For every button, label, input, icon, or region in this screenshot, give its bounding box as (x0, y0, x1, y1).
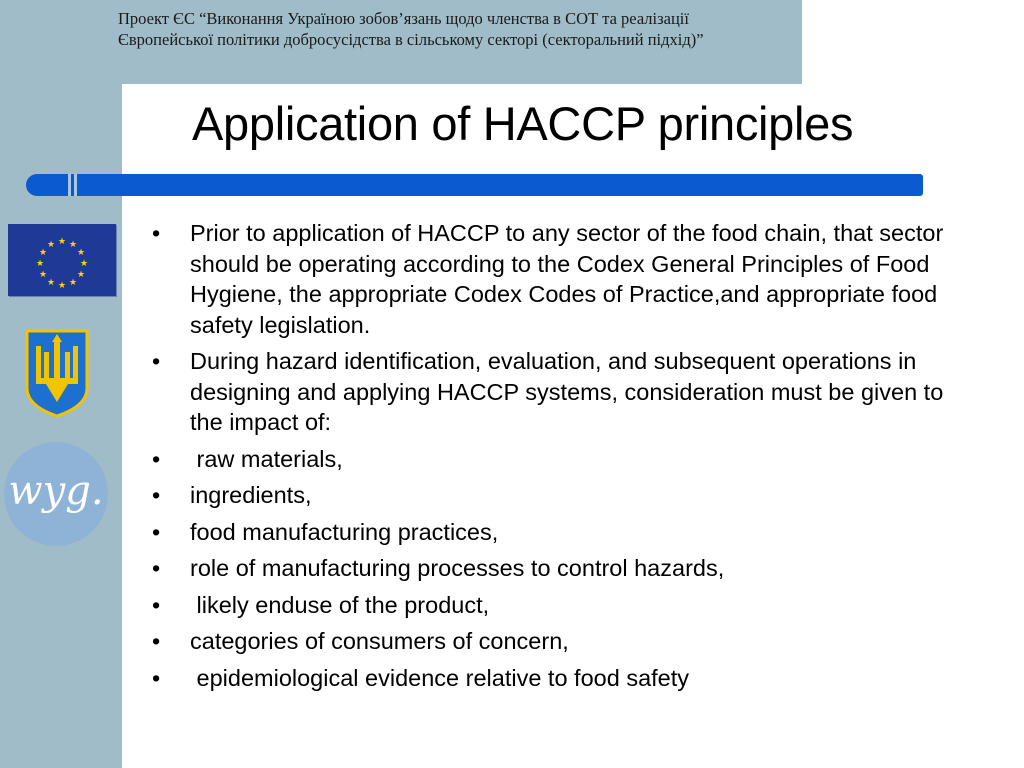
title-underline-bar (26, 174, 923, 196)
project-header-text: Проект ЄС “Виконання Україною зобов’язань щодо членства в СОТ та реалізації Європейської політики добросусідства в сільському секторі (секторальний підхід)” (118, 9, 704, 49)
svg-text:★: ★ (76, 270, 86, 280)
bar-divider (74, 174, 77, 196)
svg-text:★: ★ (76, 248, 86, 258)
bullet-item (152, 626, 982, 657)
trident-icon (24, 328, 90, 418)
bullet-item (152, 444, 982, 475)
bullet-text: Prior to application of HACCP to any sector of the food chain, that sector should be operating according to the Codex General Principles of Food Hygiene, the appropriate Codex Codes of Practice,and appropriate food safety legislation. (190, 220, 944, 338)
bullet-text: ingredients, (190, 482, 312, 508)
bullet-marker: • (152, 591, 161, 618)
eu-flag-icon (8, 224, 116, 296)
bullet-item (152, 218, 982, 340)
svg-text:★: ★ (68, 240, 78, 250)
svg-text:★: ★ (46, 278, 56, 288)
bullet-text: epidemiological evidence relative to food safety (190, 664, 690, 691)
bullet-item (152, 553, 982, 584)
svg-text:★: ★ (38, 270, 48, 280)
svg-text:★: ★ (57, 281, 67, 291)
svg-text:★: ★ (68, 278, 78, 288)
bullet-marker: • (152, 220, 161, 246)
bullet-marker: • (152, 664, 161, 691)
bullet-item (152, 517, 982, 548)
svg-text:★: ★ (35, 259, 45, 269)
svg-text:★: ★ (57, 237, 67, 247)
bullet-text: role of manufacturing processes to control hazards, (190, 555, 725, 581)
bullet-text: categories of consumers of concern, (190, 628, 569, 654)
svg-text:★: ★ (46, 240, 56, 250)
bullet-text: food manufacturing practices, (190, 518, 499, 545)
svg-text:★: ★ (38, 248, 48, 258)
svg-text:★: ★ (79, 259, 89, 269)
bullet-text: During hazard identification, evaluation, and subsequent operations in designing and applying HACCP systems, consideration must be given to the impact of: (190, 348, 944, 435)
bullet-marker: • (152, 348, 161, 374)
bullet-item (152, 480, 982, 511)
bullet-item (152, 346, 982, 438)
bullet-text: likely enduse of the product, (190, 591, 490, 618)
bullet-marker: • (152, 555, 161, 581)
bullet-item (152, 590, 982, 621)
bullet-marker: • (152, 518, 161, 545)
logo-text: wyg. (8, 468, 104, 514)
bullet-marker: • (152, 445, 161, 472)
bullet-text: raw materials, (190, 445, 343, 472)
slide-body (152, 218, 982, 699)
bullet-marker: • (152, 628, 161, 654)
slide-title: Application of HACCP principles (192, 97, 854, 150)
bullet-item (152, 663, 982, 694)
bullet-marker: • (152, 482, 161, 508)
bar-divider (68, 174, 71, 196)
bullet-list (152, 218, 982, 693)
wyg-logo-icon (4, 442, 108, 546)
